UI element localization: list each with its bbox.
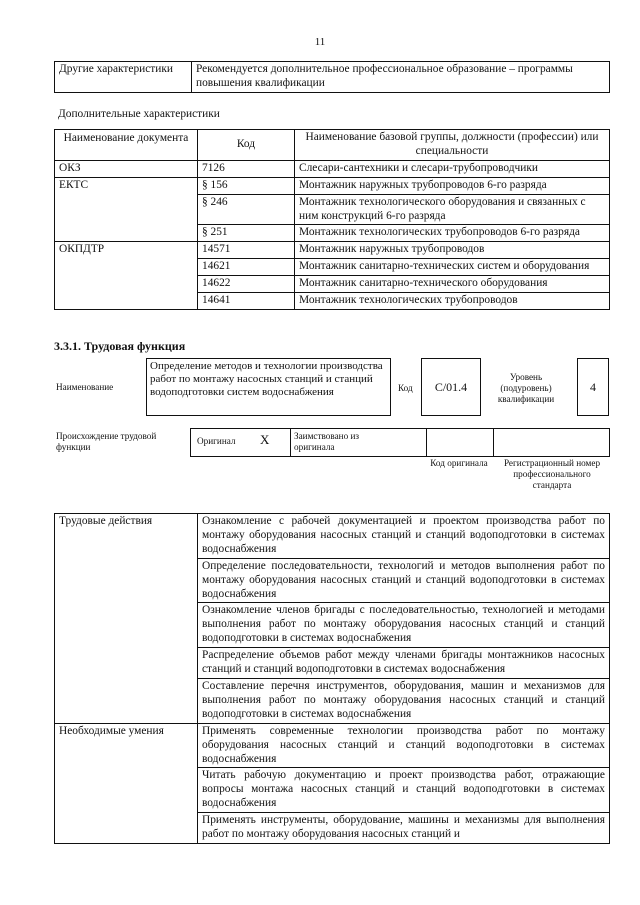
code-original-label: Код оригинала bbox=[430, 458, 488, 468]
skill-item: Применять инструменты, оборудование, машины и механизмы для выполнения работ по монтажу оборудования насосных станций и bbox=[198, 813, 610, 844]
level-value: 4 bbox=[590, 379, 596, 394]
row-code: 7126 bbox=[198, 160, 295, 177]
name-label: Наименование bbox=[56, 382, 114, 392]
row-doc: ОКЗ bbox=[55, 160, 198, 177]
code-box bbox=[421, 358, 481, 416]
row-name: Монтажник наружных трубопроводов bbox=[295, 242, 610, 259]
row-name: Монтажник технологического оборудования и связанных с ним конструкций 6-го разряда bbox=[295, 194, 610, 225]
function-name-value: Определение методов и технологии производства работ по монтажу насосных станций и станций водоподготовки систем водоснабжения bbox=[150, 360, 383, 399]
origin-label: Происхождение трудовой функции bbox=[56, 431, 157, 453]
action-item: Распределение объемов работ между членами бригады монтажников насосных станций и станций водоподготовки в системах водоснабжения bbox=[198, 648, 610, 679]
borrowed-label: Заимствовано из оригинала bbox=[294, 431, 360, 453]
table-row bbox=[55, 242, 610, 259]
original-mark: X bbox=[260, 432, 270, 447]
row-code: § 246 bbox=[198, 194, 295, 225]
function-name-box bbox=[146, 358, 391, 416]
row-code: 14641 bbox=[198, 293, 295, 310]
other-characteristics-table bbox=[54, 61, 610, 93]
header-name: Наименование базовой группы, должности (профессии) или специальности bbox=[295, 130, 610, 161]
row-name: Монтажник санитарно-технических систем и оборудования bbox=[295, 259, 610, 276]
table-row bbox=[55, 177, 610, 194]
skills-label: Необходимые умения bbox=[55, 723, 198, 843]
action-item: Ознакомление с рабочей документацией и проектом производства работ по монтажу оборудования насосных станций и станций водоподготовки в системах водоснабжения bbox=[198, 514, 610, 559]
origin-divider-2 bbox=[426, 428, 427, 457]
other-label: Другие характеристики bbox=[55, 62, 192, 93]
row-doc: ОКПДТР bbox=[55, 242, 198, 310]
original-label: Оригинал bbox=[197, 436, 236, 446]
row-name: Монтажник технологических трубопроводов 6-го разряда bbox=[295, 225, 610, 242]
origin-divider-1 bbox=[290, 428, 291, 457]
table-row bbox=[55, 160, 610, 177]
function-heading: 3.3.1. Трудовая функция bbox=[54, 339, 186, 353]
reg-number-label: Регистрационный номер профессионального стандарта bbox=[503, 458, 601, 491]
additional-table bbox=[54, 129, 610, 310]
skill-item: Применять современные технологии производства работ по монтажу оборудования насосных станций и станций водоподготовки в системах водоснабжения bbox=[198, 723, 610, 768]
action-item: Ознакомление членов бригады с последовательностью, технологией и методами выполнения работ по монтажу оборудования насосных станций и станций водоподготовки в системах водоснабжения bbox=[198, 603, 610, 648]
row-code: 14622 bbox=[198, 276, 295, 293]
action-item: Определение последовательности, технологий и методов выполнения работ по монтажу оборудования насосных станций и станций водоподготовки в системах водоснабжения bbox=[198, 558, 610, 603]
row-name: Монтажник наружных трубопроводов 6-го разряда bbox=[295, 177, 610, 194]
page-number: 11 bbox=[314, 36, 326, 48]
additional-title: Дополнительные характеристики bbox=[58, 108, 220, 120]
header-code: Код bbox=[198, 130, 295, 161]
action-item: Составление перечня инструментов, оборудования, машин и механизмов для выполнения работ по монтажу оборудования насосных станций и станций водоподготовки в системах водоснабжения bbox=[198, 678, 610, 723]
table-row bbox=[55, 723, 610, 768]
row-name: Монтажник технологических трубопроводов bbox=[295, 293, 610, 310]
skill-item: Читать рабочую документацию и проект производства работ, отражающие вопросы монтажа насосных станций и станций водоподготовки в системах водоснабжения bbox=[198, 768, 610, 813]
origin-divider-3 bbox=[493, 428, 494, 457]
row-code: § 156 bbox=[198, 177, 295, 194]
details-table bbox=[54, 513, 610, 844]
code-label: Код bbox=[398, 383, 413, 393]
actions-label: Трудовые действия bbox=[55, 514, 198, 724]
other-text: Рекомендуется дополнительное профессиональное образование – программы повышения квалификации bbox=[192, 62, 610, 93]
row-code: § 251 bbox=[198, 225, 295, 242]
row-code: 14571 bbox=[198, 242, 295, 259]
table-row bbox=[55, 514, 610, 559]
header-doc: Наименование документа bbox=[55, 130, 198, 161]
level-box bbox=[577, 358, 609, 416]
row-code: 14621 bbox=[198, 259, 295, 276]
origin-row bbox=[190, 428, 610, 457]
row-name: Слесари-сантехники и слесари-трубопроводчики bbox=[295, 160, 610, 177]
level-label: Уровень (подуровень) квалификации bbox=[497, 372, 555, 405]
code-value: С/01.4 bbox=[434, 379, 468, 394]
row-doc: ЕКТС bbox=[55, 177, 198, 242]
row-name: Монтажник санитарно-технического оборудования bbox=[295, 276, 610, 293]
